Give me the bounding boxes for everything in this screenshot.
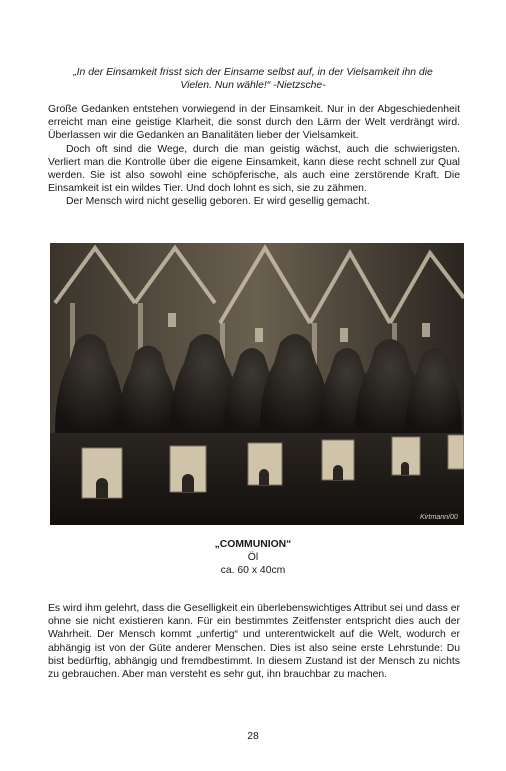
quote-line-2: Vielen. Nun wähle!“ -Nietzsche- xyxy=(180,80,326,91)
painting-image xyxy=(50,243,464,525)
text-section-1 xyxy=(48,103,460,209)
caption-title: „COMMUNION“ xyxy=(214,539,292,550)
text-section-2 xyxy=(48,602,460,681)
paragraph: Es wird ihm gelehrt, dass die Geselligkeit ein überlebenswichtiges Attribut sei und dass er ohne sie nicht existieren kann. Für ein bestimmtes Zeitfenster entspricht dies auch der Wahrheit. Der Mensch kommt „unfertig“ und unterentwickelt auf die Welt, wodurch er abhängig ist von der Güte anderer Menschen. Dies ist also seine erste Lehrstunde: Du bist bedürftig, abhängig und fremdbestimmt. In diesem Zustand ist der Mensch zu nichts zu gebrauchen. Aber man versteht es sehr gut, ihn brauchbar zu machen. xyxy=(48,603,460,681)
painter-signature: Kirtmann/00 xyxy=(420,514,458,521)
quote-line-1: „In der Einsamkeit frisst sich der Einsame selbst auf, in der Vielsamkeit ihn die xyxy=(73,67,433,78)
paragraph: Große Gedanken entstehen vorwiegend in der Einsamkeit. Nur in der Abgeschiedenheit erreicht man eine geistige Klarheit, die sonst durch den Lärm der Welt verdrängt wird. Überlassen wir die Gedanken an Banalitäten lieber der Vielsamkeit. xyxy=(48,104,460,142)
caption-size: ca. 60 x 40cm xyxy=(220,565,286,576)
page-number: 28 xyxy=(247,731,259,742)
epigraph-quote xyxy=(60,66,446,92)
paragraph: Doch oft sind die Wege, durch die man geistig wächst, auch die schwierigsten. Verliert man die Kontrolle über die eigene Einsamkeit, kann diese recht schnell zur Qual werden. Sie ist also sowohl eine schöpferische, als auch eine zerstörende Kraft. Die Einsamkeit ist ein wildes Tier. Und doch lohnt es sich, sie zu zähmen. xyxy=(48,143,460,195)
painting-illustration xyxy=(50,243,464,525)
paragraph: Der Mensch wird nicht gesellig geboren. Er wird gesellig gemacht. xyxy=(66,196,370,208)
painting-caption xyxy=(153,538,353,577)
caption-medium: Öl xyxy=(247,552,259,563)
